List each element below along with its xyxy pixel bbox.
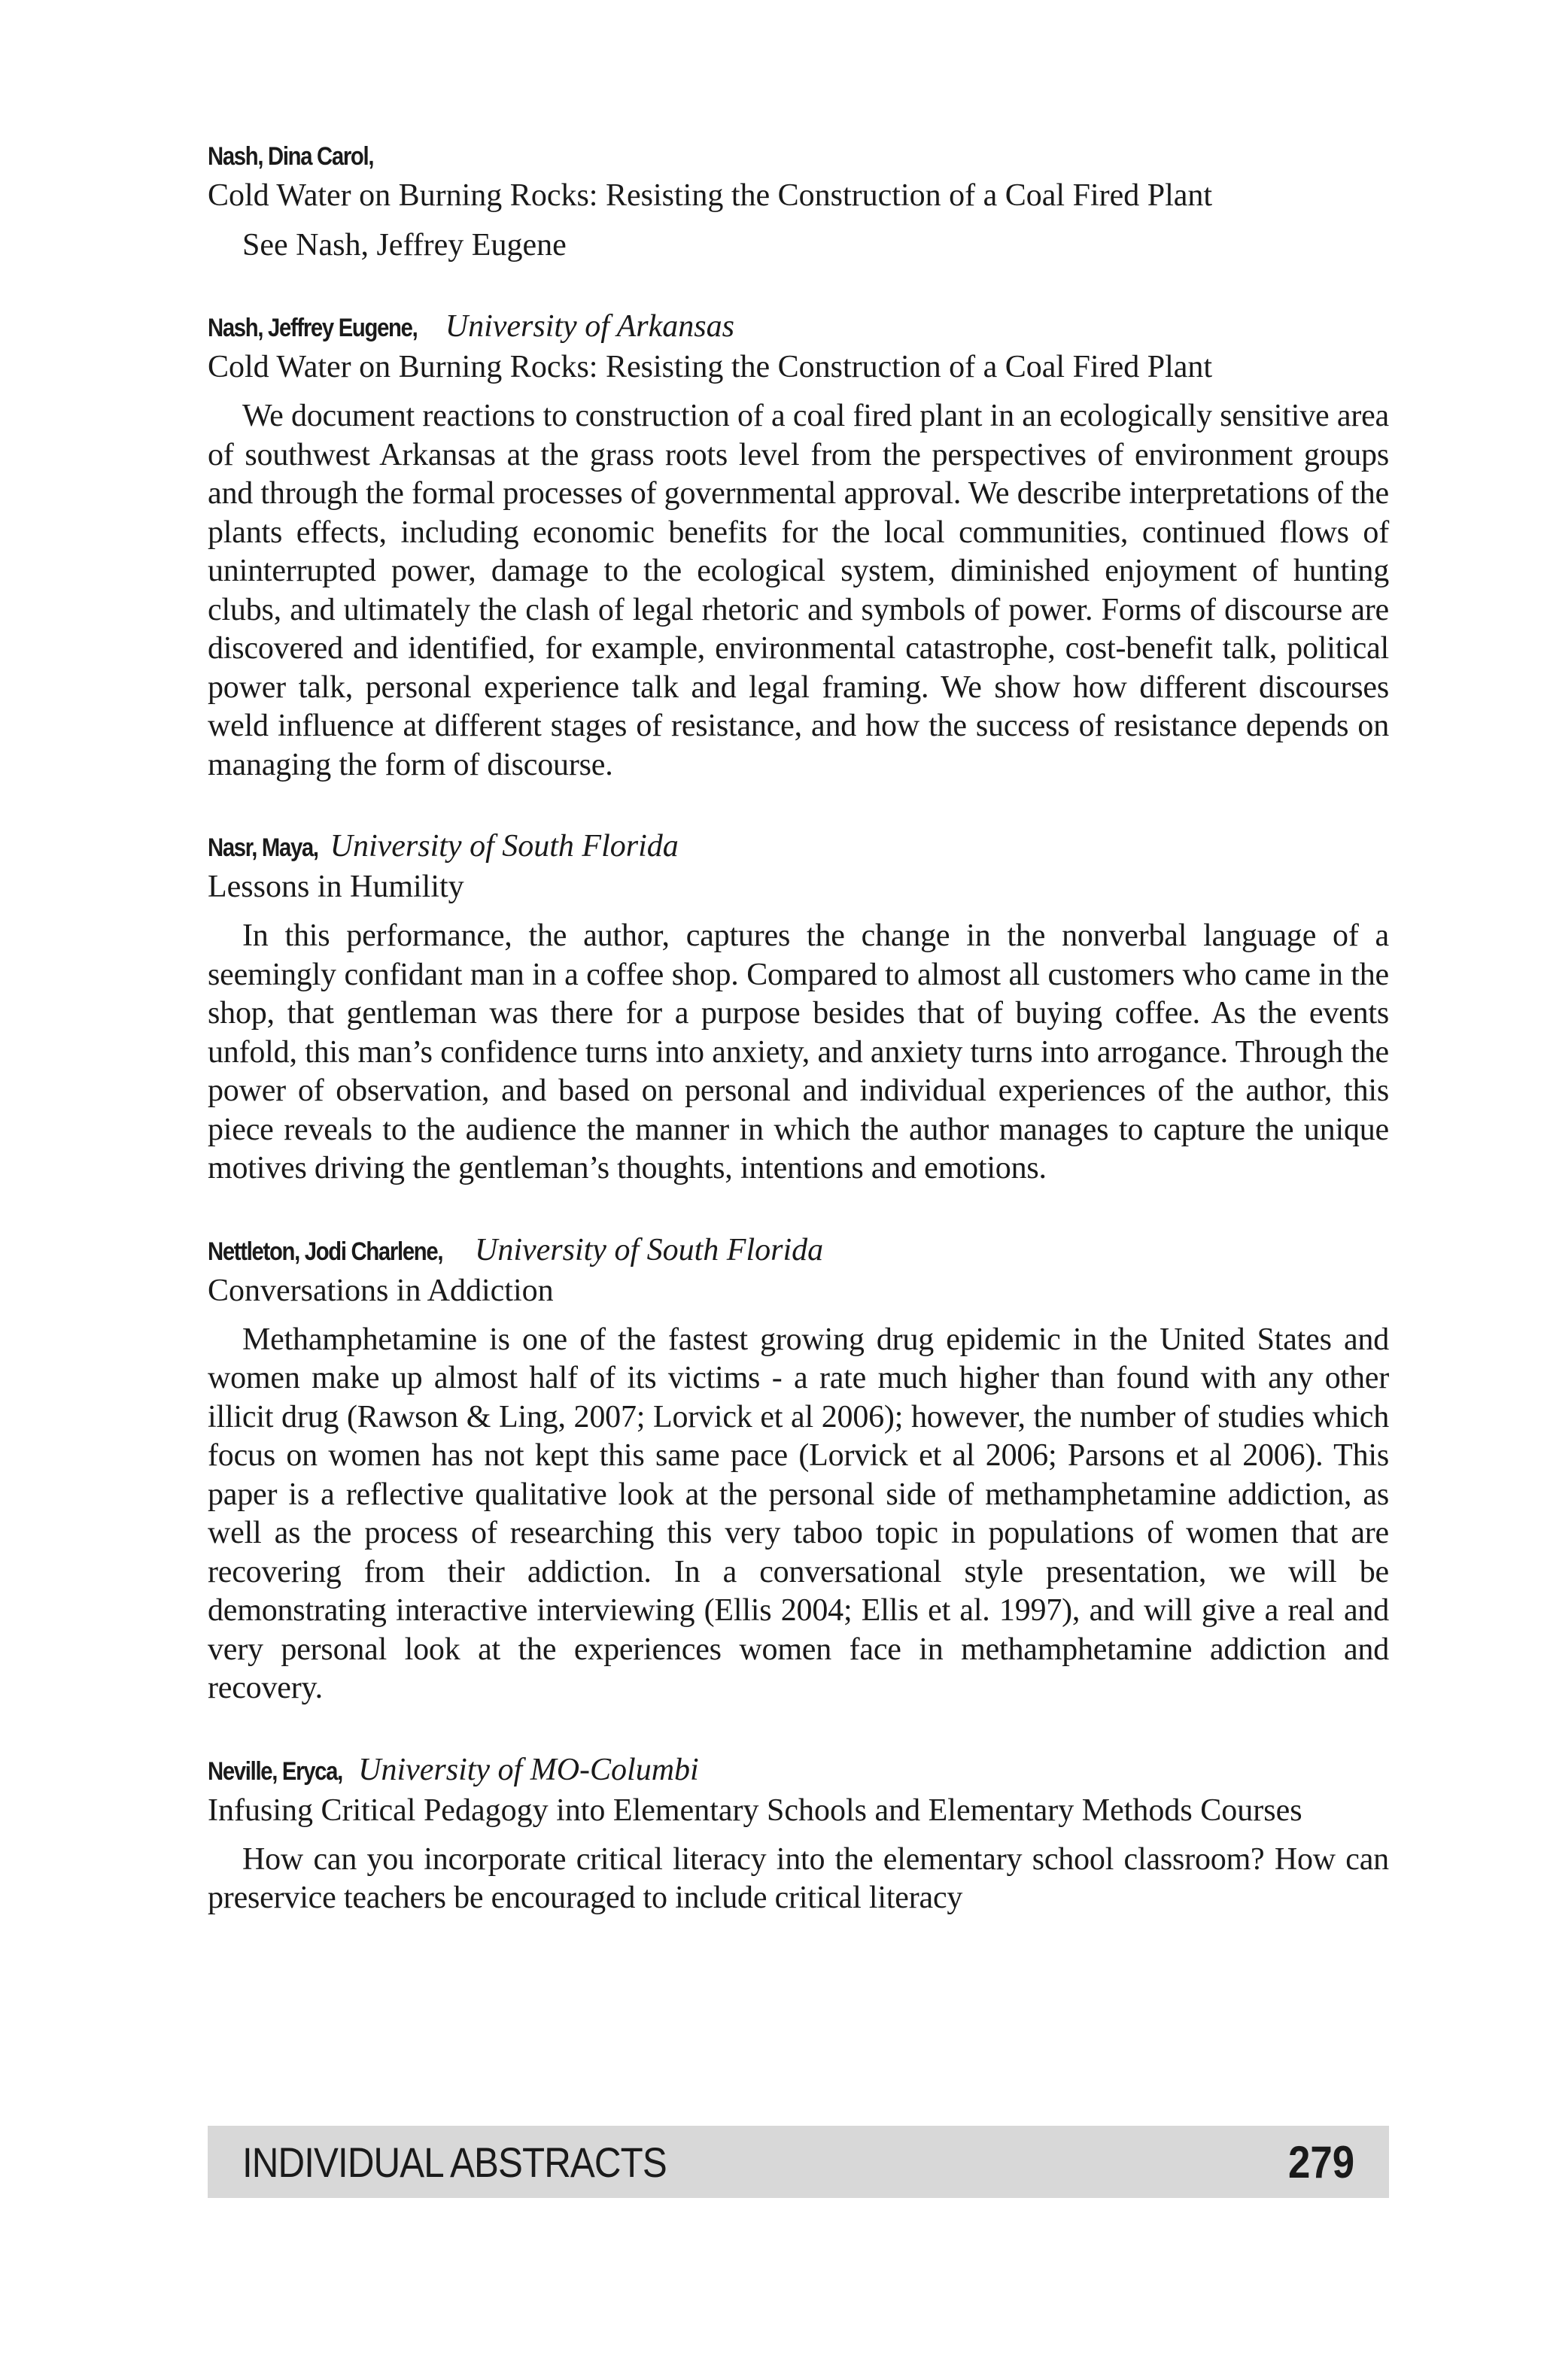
abstract-title: Lessons in Humility [208,870,464,904]
abstract-title: Conversations in Addiction [208,1273,554,1308]
abstract-title: Infusing Critical Pedagogy into Elementary Schools and Elementary Methods Courses [208,1793,1302,1828]
abstract-body: Methamphetamine is one of the fastest growing drug epidemic in the United States and women make up almost half of its victims - a rate much higher than found with any other illicit drug (Rawson & Ling, 2007; Lorvick et al 2006); however, the number of studies which focus on women has not kept this same pace (Lorvick et al 2006; Parsons et al 2006). This paper is a reflective qualitative look at the personal side of methamphetamine addiction, as well as the process of researching this very taboo topic in populations of women that are recovering from their addiction. In a conversational style presentation, we will be demonstrating interactive interviewing (Ellis 2004; Ellis et al. 1997), and will give a real and very personal look at the experiences women face in methamphetamine addiction and recovery. [208,1322,1389,1705]
page-footer [208,2126,1389,2198]
abstract-entry [208,1231,1389,1708]
author-name: Nasr, Maya, [208,833,318,862]
author-name: Nettleton, Jodi Charlene, [208,1237,443,1266]
author-line [208,135,1389,176]
abstract-entry [208,135,1389,265]
abstract-body: We document reactions to construction of a coal fired plant in an ecologically sensitive area of southwest Arkansas at the grass roots level from the perspectives of environment groups and through the formal processes of governmental approval. We describe interpretations of the plants effects, including economic benefits for the local communities, continued flows of uninterrupted power, damage to the ecological system, diminished enjoyment of hunting clubs, and ultimately the clash of legal rhetoric and symbols of power. Forms of discourse are discovered and identified, for example, environmental catastrophe, cost-benefit talk, political power talk, personal experience talk and legal framing. We show how different discourses weld influence at different stages of resistance, and how the success of resistance depends on managing the form of discourse. [208,399,1389,782]
author-line [208,1750,1389,1791]
section-label: INDIVIDUAL ABSTRACTS [242,2138,667,2186]
abstract-entry [208,307,1389,785]
author-name: Nash, Dina Carol, [208,142,374,171]
author-name: Neville, Eryca, [208,1756,342,1786]
abstract-entry [208,1750,1389,1918]
author-affiliation: University of South Florida [330,829,679,864]
author-affiliation: University of MO-Columbi [358,1752,699,1787]
abstract-body: How can you incorporate critical literacy into the elementary school classroom? How can preservice teachers be encouraged to include critical literacy [208,1841,1389,1915]
author-line [208,827,1389,867]
author-line [208,1231,1389,1271]
see-also-reference: See Nash, Jeffrey Eugene [242,228,567,263]
abstract-body: In this performance, the author, captures the change in the nonverbal language of a seemingly confidant man in a coffee shop. Compared to almost all customers who came in the shop, that gentleman was there for a purpose besides that of buying coffee. As the events unfold, this man’s confidence turns into anxiety, and anxiety turns into arrogance. Through the power of observation, and based on personal and individual experiences of the author, this piece reveals to the audience the manner in which the author manages to capture the unique motives driving the gentleman’s thoughts, intentions and emotions. [208,918,1389,1185]
author-line [208,307,1389,348]
author-name: Nash, Jeffrey Eugene, [208,314,418,342]
abstracts-page [208,135,1389,1960]
author-affiliation: University of Arkansas [445,309,734,344]
abstract-title: Cold Water on Burning Rocks: Resisting the Construction of a Coal Fired Plant [208,350,1213,384]
author-affiliation: University of South Florida [475,1232,824,1267]
abstract-title: Cold Water on Burning Rocks: Resisting the Construction of a Coal Fired Plant [208,178,1213,213]
abstract-entry [208,827,1389,1188]
page-number: 279 [1287,2136,1354,2187]
